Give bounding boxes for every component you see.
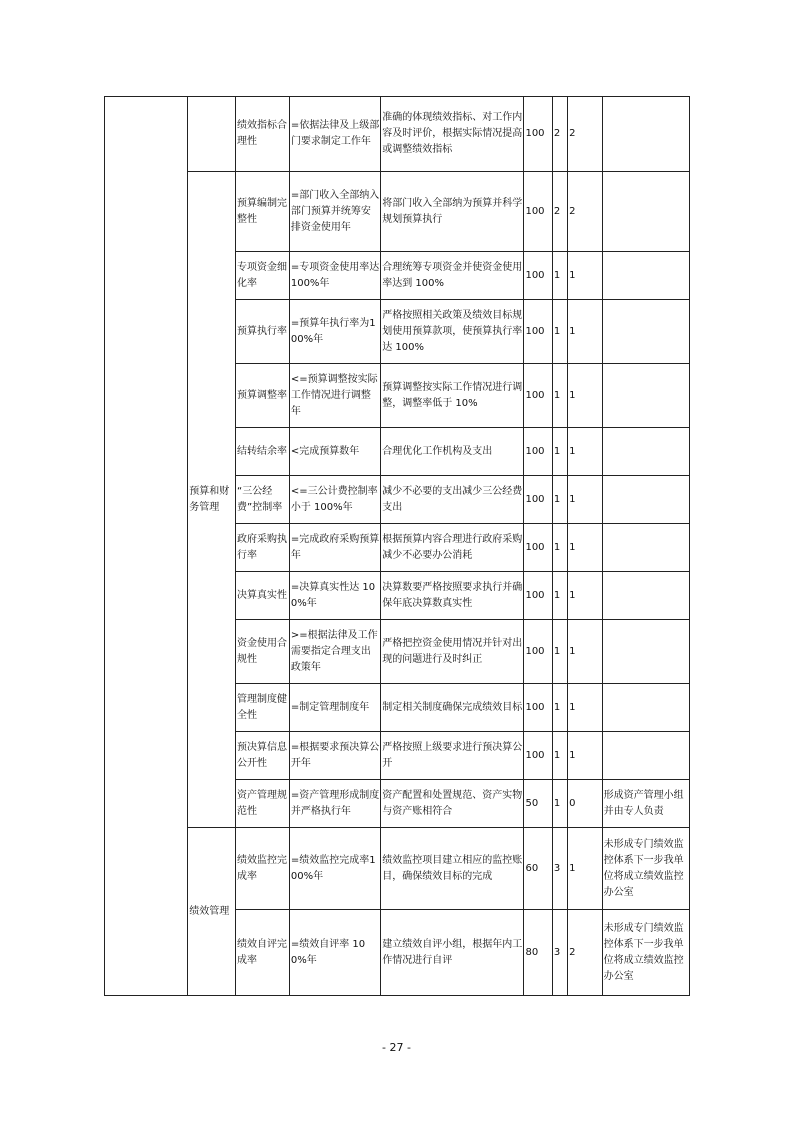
weight: 2 bbox=[552, 172, 567, 252]
table-row bbox=[105, 97, 690, 172]
evaluation-standard: 严格按照相关政策及绩效目标规划使用预算款项，使预算执行率达 100% bbox=[381, 300, 524, 364]
remark: 未形成专门绩效监控体系下一步我单位将成立绩效监控办公室 bbox=[602, 828, 689, 910]
target-value: 100 bbox=[524, 572, 552, 620]
target-value: 100 bbox=[524, 97, 552, 172]
indicator-value: =完成政府采购预算年 bbox=[289, 524, 380, 572]
indicator-value: =绩效自评率 100%年 bbox=[289, 910, 380, 996]
evaluation-standard: 合理优化工作机构及支出 bbox=[381, 428, 524, 476]
target-value: 80 bbox=[524, 910, 552, 996]
target-value: 100 bbox=[524, 252, 552, 300]
category-performance: 绩效管理 bbox=[188, 828, 236, 996]
evaluation-standard: 减少不必要的支出减少三公经费支出 bbox=[381, 476, 524, 524]
score: 1 bbox=[568, 572, 603, 620]
indicator-name: 预算执行率 bbox=[236, 300, 290, 364]
indicator-value: =根据要求预决算公开年 bbox=[289, 732, 380, 780]
remark: 形成资产管理小组并由专人负责 bbox=[602, 780, 689, 828]
target-value: 100 bbox=[524, 620, 552, 684]
page-number: - 27 - bbox=[382, 1041, 411, 1054]
remark bbox=[602, 252, 689, 300]
remark: 未形成专门绩效监控体系下一步我单位将成立绩效监控办公室 bbox=[602, 910, 689, 996]
evaluation-standard: 建立绩效自评小组，根据年内工作情况进行自评 bbox=[381, 910, 524, 996]
remark bbox=[602, 732, 689, 780]
weight: 2 bbox=[552, 97, 567, 172]
evaluation-standard: 合理统筹专项资金并使资金使用率达到 100% bbox=[381, 252, 524, 300]
evaluation-standard: 资产配置和处置规范、资产实物与资产账相符合 bbox=[381, 780, 524, 828]
indicator-value: =制定管理制度年 bbox=[289, 684, 380, 732]
indicator-value: >=根据法律及工作需要指定合理支出政策年 bbox=[289, 620, 380, 684]
evaluation-standard: 决算数要严格按照要求执行并确保年底决算数真实性 bbox=[381, 572, 524, 620]
evaluation-standard: 制定相关制度确保完成绩效目标 bbox=[381, 684, 524, 732]
target-value: 100 bbox=[524, 476, 552, 524]
target-value: 100 bbox=[524, 684, 552, 732]
indicator-name: 绩效自评完成率 bbox=[236, 910, 290, 996]
weight: 1 bbox=[552, 300, 567, 364]
evaluation-standard: 严格按照上级要求进行预决算公开 bbox=[381, 732, 524, 780]
table-row bbox=[105, 828, 690, 910]
target-value: 100 bbox=[524, 172, 552, 252]
score: 1 bbox=[568, 252, 603, 300]
indicator-name: 预算调整率 bbox=[236, 364, 290, 428]
remark bbox=[602, 97, 689, 172]
indicator-name: 专项资金细化率 bbox=[236, 252, 290, 300]
indicator-value: <完成预算数年 bbox=[289, 428, 380, 476]
evaluation-standard: 预算调整按实际工作情况进行调整，调整率低于 10% bbox=[381, 364, 524, 428]
indicator-name: 资金使用合规性 bbox=[236, 620, 290, 684]
indicator-name: 预算编制完整性 bbox=[236, 172, 290, 252]
remark bbox=[602, 364, 689, 428]
target-value: 100 bbox=[524, 300, 552, 364]
indicator-name: 决算真实性 bbox=[236, 572, 290, 620]
indicator-value: =部门收入全部纳入部门预算并统筹安排资金使用年 bbox=[289, 172, 380, 252]
evaluation-standard: 绩效监控项目建立相应的监控账目，确保绩效目标的完成 bbox=[381, 828, 524, 910]
indicator-name: 管理制度健全性 bbox=[236, 684, 290, 732]
score: 1 bbox=[568, 476, 603, 524]
score: 2 bbox=[568, 172, 603, 252]
weight: 3 bbox=[552, 910, 567, 996]
indicator-name: “三公经费”控制率 bbox=[236, 476, 290, 524]
weight: 1 bbox=[552, 524, 567, 572]
weight: 1 bbox=[552, 476, 567, 524]
indicator-value: =依据法律及上级部门要求制定工作年 bbox=[289, 97, 380, 172]
indicator-value: =决算真实性达 100%年 bbox=[289, 572, 380, 620]
indicator-value: =绩效监控完成率100%年 bbox=[289, 828, 380, 910]
evaluation-standard: 将部门收入全部纳为预算并科学规划预算执行 bbox=[381, 172, 524, 252]
score: 1 bbox=[568, 364, 603, 428]
remark bbox=[602, 476, 689, 524]
evaluation-standard: 根据预算内容合理进行政府采购减少不必要办公消耗 bbox=[381, 524, 524, 572]
score: 1 bbox=[568, 428, 603, 476]
remark bbox=[602, 620, 689, 684]
indicator-value: =专项资金使用率达100%年 bbox=[289, 252, 380, 300]
score: 1 bbox=[568, 732, 603, 780]
indicator-value: =资产管理形成制度并严格执行年 bbox=[289, 780, 380, 828]
performance-table bbox=[104, 96, 690, 996]
indicator-name: 资产管理规范性 bbox=[236, 780, 290, 828]
weight: 1 bbox=[552, 620, 567, 684]
score: 1 bbox=[568, 300, 603, 364]
weight: 1 bbox=[552, 428, 567, 476]
evaluation-standard: 严格把控资金使用情况并针对出现的问题进行及时纠正 bbox=[381, 620, 524, 684]
score: 1 bbox=[568, 620, 603, 684]
weight: 1 bbox=[552, 780, 567, 828]
remark bbox=[602, 684, 689, 732]
target-value: 100 bbox=[524, 364, 552, 428]
indicator-name: 绩效指标合理性 bbox=[236, 97, 290, 172]
weight: 1 bbox=[552, 364, 567, 428]
category-budget: 预算和财务管理 bbox=[188, 172, 236, 828]
remark bbox=[602, 300, 689, 364]
indicator-name: 绩效监控完成率 bbox=[236, 828, 290, 910]
table-row bbox=[105, 172, 690, 252]
score: 1 bbox=[568, 524, 603, 572]
target-value: 100 bbox=[524, 428, 552, 476]
weight: 1 bbox=[552, 732, 567, 780]
indicator-name: 结转结余率 bbox=[236, 428, 290, 476]
indicator-name: 政府采购执行率 bbox=[236, 524, 290, 572]
evaluation-standard: 准确的体现绩效指标、对工作内容及时评价，根据实际情况提高或调整绩效指标 bbox=[381, 97, 524, 172]
indicator-value: =预算年执行率为100%年 bbox=[289, 300, 380, 364]
remark bbox=[602, 524, 689, 572]
weight: 1 bbox=[552, 684, 567, 732]
second-level-indicator-cell bbox=[188, 97, 236, 172]
score: 1 bbox=[568, 828, 603, 910]
indicator-value: <=预算调整按实际工作情况进行调整年 bbox=[289, 364, 380, 428]
weight: 3 bbox=[552, 828, 567, 910]
weight: 1 bbox=[552, 572, 567, 620]
remark bbox=[602, 572, 689, 620]
target-value: 100 bbox=[524, 732, 552, 780]
score: 1 bbox=[568, 684, 603, 732]
first-level-indicator-cell bbox=[105, 97, 188, 996]
score: 0 bbox=[568, 780, 603, 828]
indicator-value: <=三公计费控制率小于 100%年 bbox=[289, 476, 380, 524]
remark bbox=[602, 172, 689, 252]
score: 2 bbox=[568, 97, 603, 172]
indicator-name: 预决算信息公开性 bbox=[236, 732, 290, 780]
weight: 1 bbox=[552, 252, 567, 300]
remark bbox=[602, 428, 689, 476]
target-value: 100 bbox=[524, 524, 552, 572]
target-value: 60 bbox=[524, 828, 552, 910]
score: 2 bbox=[568, 910, 603, 996]
target-value: 50 bbox=[524, 780, 552, 828]
